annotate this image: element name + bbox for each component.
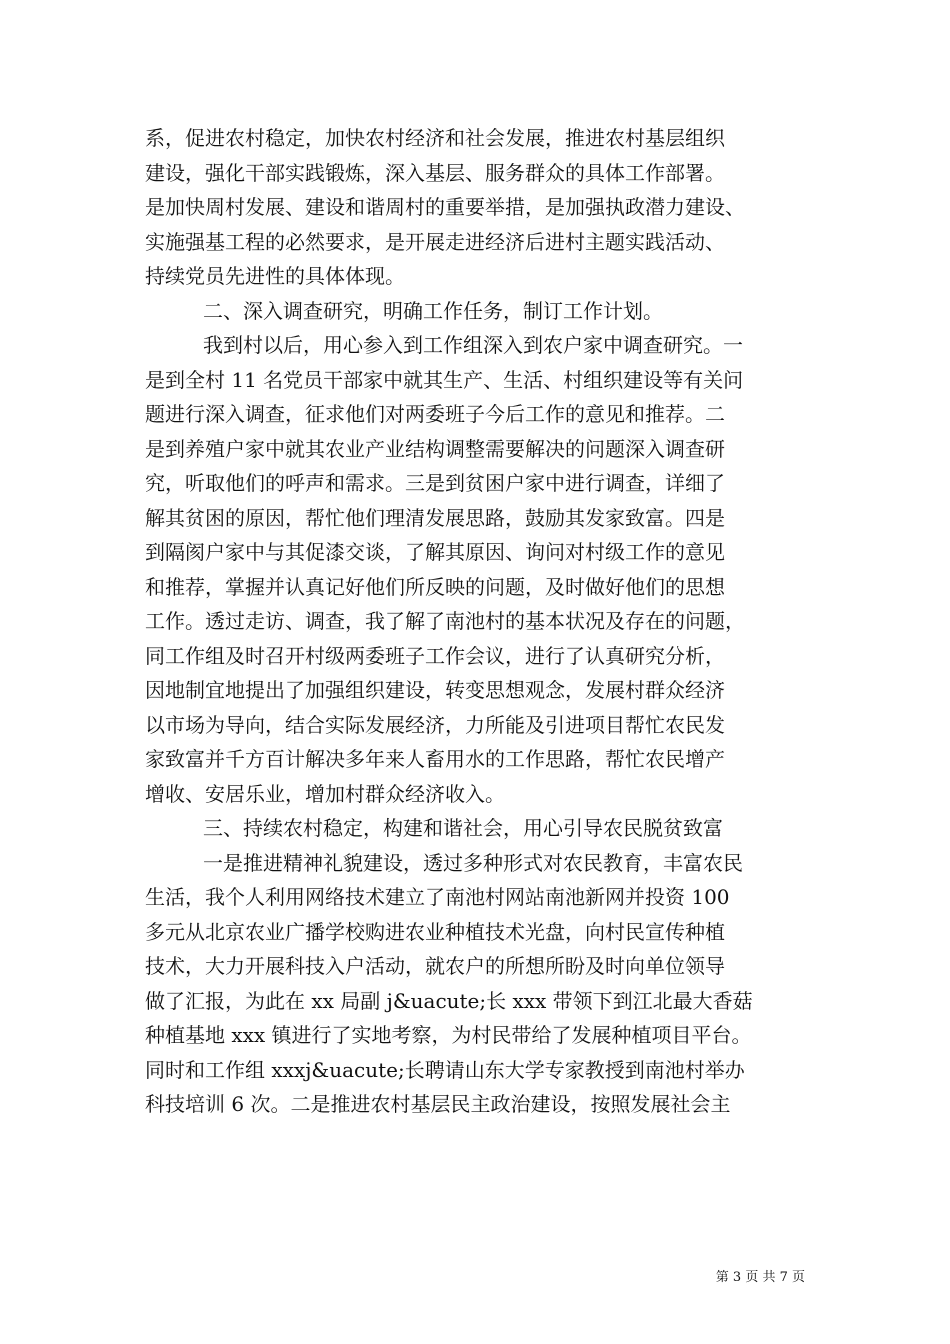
text-line: 解其贫困的原因，帮忙他们理清发展思路，鼓励其发家致富。四是 — [145, 505, 725, 530]
text-line: 同工作组及时召开村级两委班子工作会议，进行了认真研究分析， — [145, 643, 725, 668]
text-line: 建设，强化干部实践锻炼，深入基层、服务群众的具体工作部署。 — [145, 160, 725, 185]
text-line: 同时和工作组 xxxj&uacute;长聘请山东大学专家教授到南池村举办 — [145, 1057, 745, 1082]
text-line: 做了汇报，为此在 xx 局副 j&uacute;长 xxx 带领下到江北最大香菇 — [145, 988, 753, 1013]
text-line: 究，听取他们的呼声和需求。三是到贫困户家中进行调查，详细了 — [145, 471, 725, 495]
text-line: 技术，大力开展科技入户活动，就农户的所想所盼及时向单位领导 — [145, 954, 725, 978]
text-line: 生活，我个人利用网络技术建立了南池村网站南池新网并投资 100 — [145, 885, 730, 909]
text-line: 三、持续农村稳定，构建和谐社会，用心引导农民脱贫致富 — [203, 816, 723, 840]
text-line: 我到村以后，用心参入到工作组深入到农户家中调查研究。一 — [203, 333, 743, 357]
text-line: 是到全村 11 名党员干部家中就其生产、生活、村组织建设等有关问 — [145, 367, 744, 392]
text-line: 持续党员先进性的具体体现。 — [145, 264, 405, 288]
text-line: 是加快周村发展、建设和谐周村的重要举措，是加强执政潜力建设、 — [145, 195, 745, 219]
text-line: 实施强基工程的必然要求，是开展走进经济后进村主题实践活动、 — [145, 229, 725, 254]
text-line: 到隔阂户家中与其促漆交谈，了解其原因、询问对村级工作的意见 — [145, 540, 725, 564]
text-line: 工作。透过走访、调查，我了解了南池村的基本状况及存在的问题， — [145, 609, 745, 633]
text-line: 科技培训 6 次。二是推进农村基层民主政治建设，按照发展社会主 — [145, 1092, 731, 1116]
text-line: 一是推进精神礼貌建设，透过多种形式对农民教育，丰富农民 — [203, 850, 743, 875]
text-line: 系，促进农村稳定，加快农村经济和社会发展，推进农村基层组织 — [145, 126, 725, 150]
page-number: 第 3 页 共 7 页 — [715, 1270, 805, 1285]
text-line: 和推荐，掌握并认真记好他们所反映的问题，及时做好他们的思想 — [145, 574, 725, 599]
text-line: 增收、安居乐业，增加村群众经济收入。 — [145, 781, 505, 806]
text-line: 是到养殖户家中就其农业产业结构调整需要解决的问题深入调查研 — [145, 436, 725, 461]
text-line: 以市场为导向，结合实际发展经济，力所能及引进项目帮忙农民发 — [145, 712, 725, 737]
text-line: 种植基地 xxx 镇进行了实地考察，为村民带给了发展种植项目平台。 — [145, 1023, 752, 1047]
text-line: 因地制宜地提出了加强组织建设，转变思想观念，发展村群众经济 — [145, 678, 725, 702]
text-line: 二、深入调查研究，明确工作任务，制订工作计划。 — [203, 298, 663, 323]
text-line: 多元从北京农业广播学校购进农业种植技术光盘，向村民宣传种植 — [145, 919, 725, 944]
text-line: 题进行深入调查，征求他们对两委班子今后工作的意见和推荐。二 — [145, 402, 725, 426]
text-line: 家致富并千方百计解决多年来人畜用水的工作思路，帮忙农民增产 — [145, 747, 725, 771]
document-body — [145, 121, 810, 1122]
